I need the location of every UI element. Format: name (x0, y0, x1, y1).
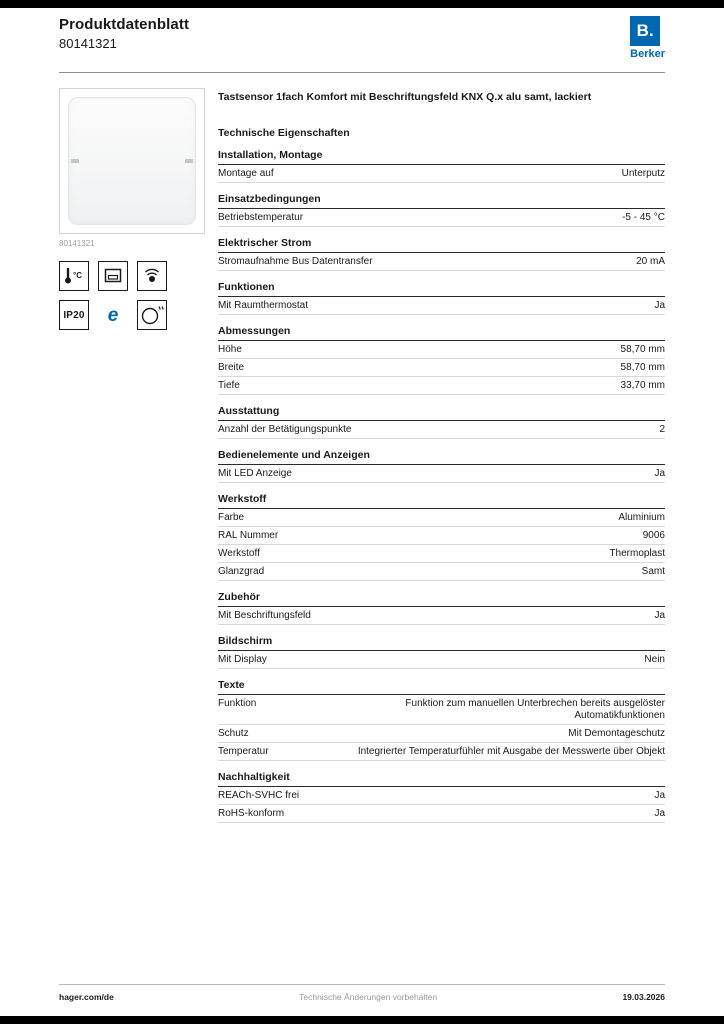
section-title: Einsatzbedingungen (218, 193, 665, 209)
spec-column (218, 88, 665, 823)
spec-section-funktionen (218, 281, 665, 315)
spec-section-werkstoff (218, 493, 665, 581)
spec-label: Höhe (218, 343, 242, 355)
spec-section-einsatzbedingungen (218, 193, 665, 227)
section-title: Werkstoff (218, 493, 665, 509)
brand-logo (630, 16, 665, 60)
header-titles (59, 16, 189, 51)
temperature-icon (59, 261, 89, 291)
round-outlet-icon (137, 300, 167, 330)
spec-value: Ja (654, 789, 665, 801)
section-title: Bildschirm (218, 635, 665, 651)
spec-row (218, 805, 665, 823)
spec-section-bedienelemente (218, 449, 665, 483)
product-media-column (59, 88, 205, 823)
spec-row (218, 465, 665, 483)
brand-name: Berker (630, 48, 665, 60)
spec-label: RoHS-konform (218, 807, 285, 819)
knx-e-glyph: e (107, 304, 119, 326)
spec-value: 2 (659, 423, 665, 435)
spec-label: Tiefe (218, 379, 240, 391)
temperature-label: °C (73, 271, 82, 280)
spec-value: Ja (654, 807, 665, 819)
spec-section-texte (218, 679, 665, 761)
spec-label: Stromaufnahme Bus Datentransfer (218, 255, 373, 267)
spec-row (218, 253, 665, 271)
spec-value: Samt (641, 565, 665, 577)
spec-section-zubehoer (218, 591, 665, 625)
spec-label: Betriebstemperatur (218, 211, 304, 223)
spec-section-installation (218, 149, 665, 183)
ip-rating-label: IP20 (63, 309, 85, 321)
berker-logo-icon: B. (630, 16, 660, 46)
spec-value: Ja (654, 609, 665, 621)
spec-label: Temperatur (218, 745, 269, 757)
spec-label: Glanzgrad (218, 565, 265, 577)
section-title: Texte (218, 679, 665, 695)
spec-label: Mit Raumthermostat (218, 299, 309, 311)
top-black-bar (0, 0, 724, 8)
spec-row (218, 725, 665, 743)
spec-value: Funktion zum manuellen Unterbrechen bereits ausgelöster Automatikfunktionen (405, 697, 665, 721)
spec-value: Aluminium (618, 511, 665, 523)
spec-heading: Technische Eigenschaften (218, 127, 350, 139)
spec-value: -5 - 45 °C (622, 211, 665, 223)
knx-logo-icon (98, 300, 128, 330)
spec-row (218, 297, 665, 315)
section-title: Bedienelemente und Anzeigen (218, 449, 665, 465)
spec-row (218, 695, 665, 725)
spec-label: Breite (218, 361, 245, 373)
push-button-icon (137, 261, 167, 291)
spec-row (218, 527, 665, 545)
hager-link[interactable]: hager.com/de (59, 992, 114, 1002)
spec-value: Integrierter Temperaturfühler mit Ausgabe der Messwerte über Objekt (357, 745, 665, 757)
spec-value: 9006 (642, 529, 665, 541)
bottom-black-bar (0, 1016, 724, 1024)
spec-label: Mit LED Anzeige (218, 467, 292, 479)
spec-label: RAL Nummer (218, 529, 279, 541)
spec-row (218, 377, 665, 395)
spec-row (218, 607, 665, 625)
spec-value: Thermoplast (609, 547, 665, 559)
spec-value: 33,70 mm (620, 379, 665, 391)
spec-row (218, 421, 665, 439)
spec-label: Funktion (218, 697, 257, 709)
spec-label: Mit Beschriftungsfeld (218, 609, 311, 621)
spec-value: Ja (654, 467, 665, 479)
section-title: Ausstattung (218, 405, 665, 421)
spec-value: 58,70 mm (620, 343, 665, 355)
side-mark-left (71, 159, 79, 163)
footer-date: 19.03.2026 (622, 992, 665, 1002)
spec-row (218, 545, 665, 563)
spec-row (218, 787, 665, 805)
product-number: 80141321 (59, 36, 117, 51)
spec-value: 20 mA (636, 255, 665, 267)
labeling-field-icon (98, 261, 128, 291)
feature-icons (59, 261, 205, 330)
section-title: Zubehör (218, 591, 665, 607)
spec-section-ausstattung (218, 405, 665, 439)
document-title: Produktdatenblatt (59, 16, 190, 33)
spec-value: Ja (654, 299, 665, 311)
spec-row (218, 651, 665, 669)
footer-disclaimer: Technische Änderungen vorbehalten (299, 992, 438, 1002)
spec-section-abmessungen (218, 325, 665, 395)
spec-value: Mit Demontageschutz (568, 727, 665, 739)
spec-row (218, 563, 665, 581)
spec-row (218, 743, 665, 761)
side-mark-right (185, 159, 193, 163)
spec-label: Farbe (218, 511, 245, 523)
spec-row (218, 341, 665, 359)
spec-value: Nein (644, 653, 665, 665)
section-title: Installation, Montage (218, 149, 665, 165)
spec-label: Mit Display (218, 653, 267, 665)
spec-value: 58,70 mm (620, 361, 665, 373)
section-title: Abmessungen (218, 325, 665, 341)
spec-label: Werkstoff (218, 547, 260, 559)
page-header (59, 0, 665, 73)
spec-row (218, 165, 665, 183)
spec-label: REACh-SVHC frei (218, 789, 300, 801)
product-title: Tastsensor 1fach Komfort mit Beschriftungsfeld KNX Q.x alu samt, lackiert (218, 91, 592, 103)
section-title: Funktionen (218, 281, 665, 297)
spec-section-bildschirm (218, 635, 665, 669)
spec-row (218, 209, 665, 227)
spec-label: Schutz (218, 727, 249, 739)
switch-plate (68, 97, 196, 225)
spec-row (218, 509, 665, 527)
spec-label: Montage auf (218, 167, 274, 179)
spec-section-nachhaltigkeit (218, 771, 665, 823)
section-title: Nachhaltigkeit (218, 771, 665, 787)
image-caption: 80141321 (59, 239, 95, 248)
product-image (59, 88, 205, 234)
spec-row (218, 359, 665, 377)
ip-rating-badge (59, 300, 89, 330)
spec-value: Unterputz (621, 167, 665, 179)
section-title: Elektrischer Strom (218, 237, 665, 253)
spec-label: Anzahl der Betätigungspunkte (218, 423, 352, 435)
page-footer (59, 984, 665, 1002)
spec-section-elektrischer-strom (218, 237, 665, 271)
